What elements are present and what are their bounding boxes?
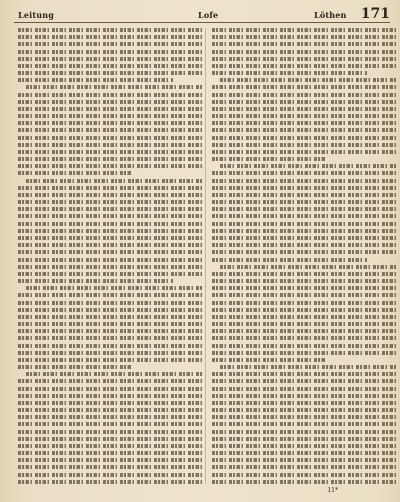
text-line xyxy=(18,71,202,75)
text-line xyxy=(212,157,326,161)
text-line xyxy=(18,50,202,54)
text-line xyxy=(18,480,202,484)
text-line xyxy=(212,437,396,441)
text-line xyxy=(18,329,202,333)
text-line xyxy=(212,57,396,61)
text-line xyxy=(18,408,202,412)
text-line xyxy=(18,64,202,68)
text-line xyxy=(18,315,202,319)
text-line xyxy=(18,365,132,369)
text-line xyxy=(212,35,396,39)
text-line xyxy=(212,372,396,376)
text-line xyxy=(212,315,396,319)
text-line xyxy=(212,301,396,305)
text-line xyxy=(212,214,396,218)
text-column-right xyxy=(212,28,396,484)
headword-right: Löthen xyxy=(314,10,347,20)
text-line xyxy=(18,200,202,204)
text-line xyxy=(212,480,396,484)
text-line xyxy=(212,344,396,348)
text-line xyxy=(212,329,396,333)
text-line xyxy=(18,128,202,132)
text-line xyxy=(18,272,202,276)
text-line xyxy=(212,444,396,448)
text-line xyxy=(212,179,396,183)
text-line xyxy=(212,150,396,154)
text-line xyxy=(212,308,396,312)
text-line xyxy=(18,35,202,39)
text-line xyxy=(18,451,202,455)
text-line xyxy=(212,71,367,75)
page-number: 171 xyxy=(360,6,390,22)
text-line xyxy=(18,465,202,469)
text-line xyxy=(18,444,202,448)
text-line xyxy=(18,473,202,477)
text-line xyxy=(212,136,396,140)
text-line xyxy=(18,229,202,233)
text-line xyxy=(212,107,396,111)
text-line xyxy=(18,207,202,211)
text-line xyxy=(212,422,396,426)
text-line xyxy=(18,387,202,391)
text-line xyxy=(26,85,202,89)
text-line xyxy=(212,128,396,132)
text-column-left xyxy=(18,28,202,484)
header-rule xyxy=(14,22,390,23)
text-line xyxy=(18,193,202,197)
text-line xyxy=(212,250,396,254)
text-line xyxy=(212,143,396,147)
text-line xyxy=(18,301,202,305)
text-line xyxy=(212,93,396,97)
text-line xyxy=(18,458,202,462)
text-line xyxy=(212,379,396,383)
text-line xyxy=(212,121,396,125)
text-line xyxy=(220,265,396,269)
headword-left: Leitung xyxy=(18,10,55,20)
text-line xyxy=(212,279,396,283)
text-line xyxy=(26,286,202,290)
text-line xyxy=(18,430,202,434)
text-line xyxy=(212,358,326,362)
text-line xyxy=(18,351,202,355)
text-line xyxy=(220,164,396,168)
text-line xyxy=(212,451,396,455)
text-line xyxy=(18,322,202,326)
text-line xyxy=(18,100,202,104)
text-line xyxy=(18,358,202,362)
text-line xyxy=(18,57,202,61)
text-line xyxy=(212,401,396,405)
text-line xyxy=(18,114,202,118)
text-line xyxy=(18,265,202,269)
text-line xyxy=(212,64,396,68)
text-line xyxy=(212,415,396,419)
text-line xyxy=(18,415,202,419)
text-line xyxy=(18,107,202,111)
text-line xyxy=(18,157,202,161)
text-line xyxy=(18,422,202,426)
text-line xyxy=(26,179,202,183)
text-line xyxy=(18,164,202,168)
text-line xyxy=(18,401,202,405)
text-line xyxy=(212,465,396,469)
text-line xyxy=(212,236,396,240)
text-line xyxy=(18,171,132,175)
text-line xyxy=(18,236,202,240)
text-line xyxy=(26,372,202,376)
text-line xyxy=(18,214,202,218)
text-line xyxy=(18,136,202,140)
text-line xyxy=(212,114,396,118)
text-line xyxy=(18,28,202,32)
text-line xyxy=(212,272,396,276)
text-line xyxy=(212,42,396,46)
text-line xyxy=(18,293,202,297)
text-line xyxy=(212,243,396,247)
text-line xyxy=(18,93,202,97)
text-line xyxy=(18,344,202,348)
text-line xyxy=(212,171,396,175)
text-line xyxy=(18,243,202,247)
text-line xyxy=(212,293,396,297)
text-line xyxy=(18,250,202,254)
headword-middle: Lofe xyxy=(198,10,219,20)
text-line xyxy=(212,387,396,391)
text-line xyxy=(18,42,202,46)
text-line xyxy=(212,258,367,262)
text-line xyxy=(212,222,396,226)
text-line xyxy=(212,430,396,434)
text-line xyxy=(18,379,202,383)
text-line xyxy=(220,365,396,369)
text-line xyxy=(212,207,396,211)
text-line xyxy=(18,308,202,312)
text-line xyxy=(212,193,396,197)
text-line xyxy=(18,437,202,441)
signature-mark: 11* xyxy=(327,487,338,494)
text-line xyxy=(212,408,396,412)
text-line xyxy=(212,336,396,340)
text-line xyxy=(212,473,396,477)
text-line xyxy=(212,28,396,32)
text-line xyxy=(18,222,202,226)
text-line xyxy=(220,78,396,82)
text-line xyxy=(212,85,396,89)
text-line xyxy=(212,50,396,54)
text-line xyxy=(212,100,396,104)
text-line xyxy=(18,279,173,283)
text-line xyxy=(212,200,396,204)
text-line xyxy=(18,394,202,398)
text-line xyxy=(18,78,173,82)
text-line xyxy=(212,286,396,290)
text-line xyxy=(212,322,396,326)
text-line xyxy=(212,351,396,355)
text-line xyxy=(18,258,202,262)
text-line xyxy=(212,394,396,398)
text-line xyxy=(18,121,202,125)
text-line xyxy=(18,336,202,340)
text-line xyxy=(18,150,202,154)
text-line xyxy=(212,229,396,233)
column-divider xyxy=(205,28,206,484)
text-line xyxy=(212,458,396,462)
text-line xyxy=(212,186,396,190)
text-line xyxy=(18,143,202,147)
text-line xyxy=(18,186,202,190)
